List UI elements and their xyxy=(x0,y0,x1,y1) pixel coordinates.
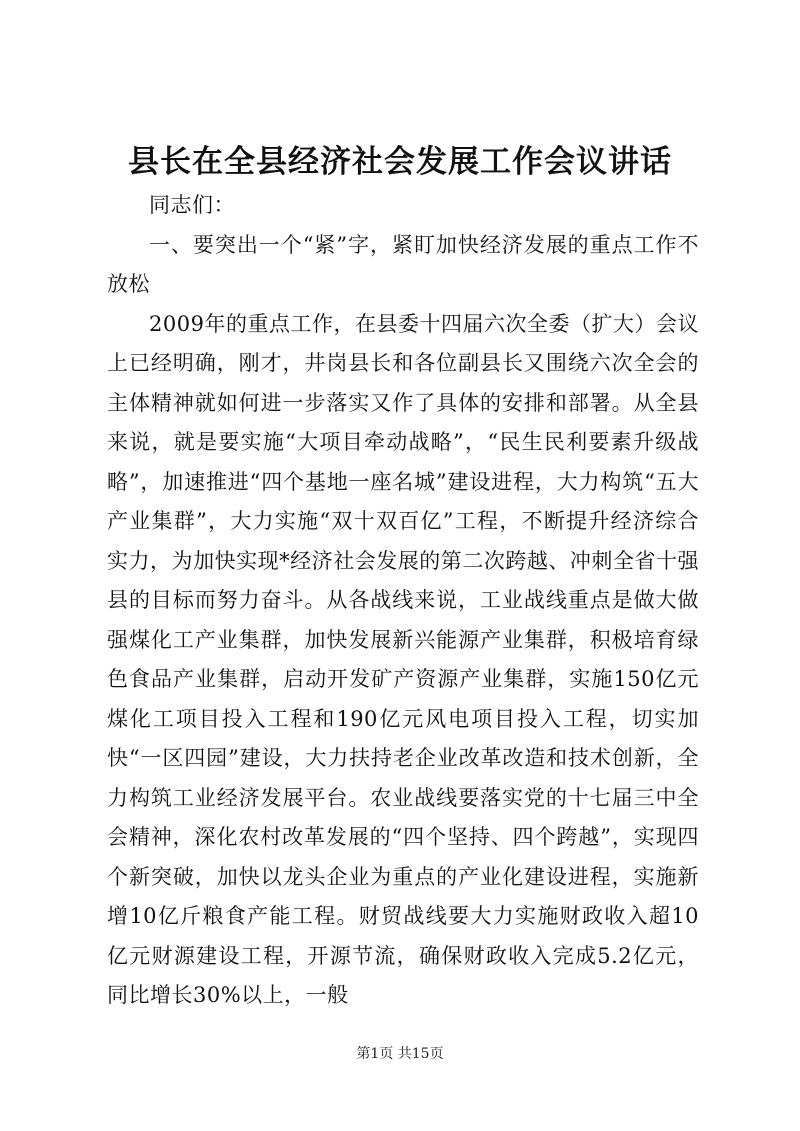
salutation: 同志们： xyxy=(149,193,235,217)
document-body xyxy=(107,186,699,1016)
document-title: 县长在全县经济社会发展工作会议讲话 xyxy=(128,144,672,180)
section-heading: 一、要突出一个“紧”字，紧盯加快经济发展的重点工作不放松 xyxy=(107,232,699,296)
page-number-footer: 第1页 共15页 xyxy=(356,1046,444,1062)
paragraph: 2009年的重点工作，在县委十四届六次全委（扩大）会议上已经明确，刚才，井岗县长和各位副县长又围绕六次全会的主体精神就如何进一步落实又作了具体的安排和部署。从全县来说，就是要实施“大项目牵动战略”，“民生民利要素升级战略”，加速推进“四个基地一座名城”建设进程，大力构筑“五大产业集群”，大力实施“双十双百亿”工程，不断提升经济综合实力，为加快实现*经济社会发展的第二次跨越、冲刺全省十强县的目标而努力奋斗。从各战线来说，工业战线重点是做大做强煤化工产业集群，加快发展新兴能源产业集群，积极培育绿色食品产业集群，启动开发矿产资源产业集群，实施150亿元煤化工项目投入工程和190亿元风电项目投入工程，切实加快“一区四园”建设，大力扶持老企业改革改造和技术创新，全力构筑工业经济发展平台。农业战线要落实党的十七届三中全会精神，深化农村改革发展的“四个坚持、四个跨越”，实现四个新突破，加快以龙头企业为重点的产业化建设进程，实施新增10亿斤粮食产能工程。财贸战线要大力实施财政收入超10亿元财源建设工程，开源节流，确保财政收入完成5.2亿元，同比增长30%以上，一般 xyxy=(107,311,699,1007)
